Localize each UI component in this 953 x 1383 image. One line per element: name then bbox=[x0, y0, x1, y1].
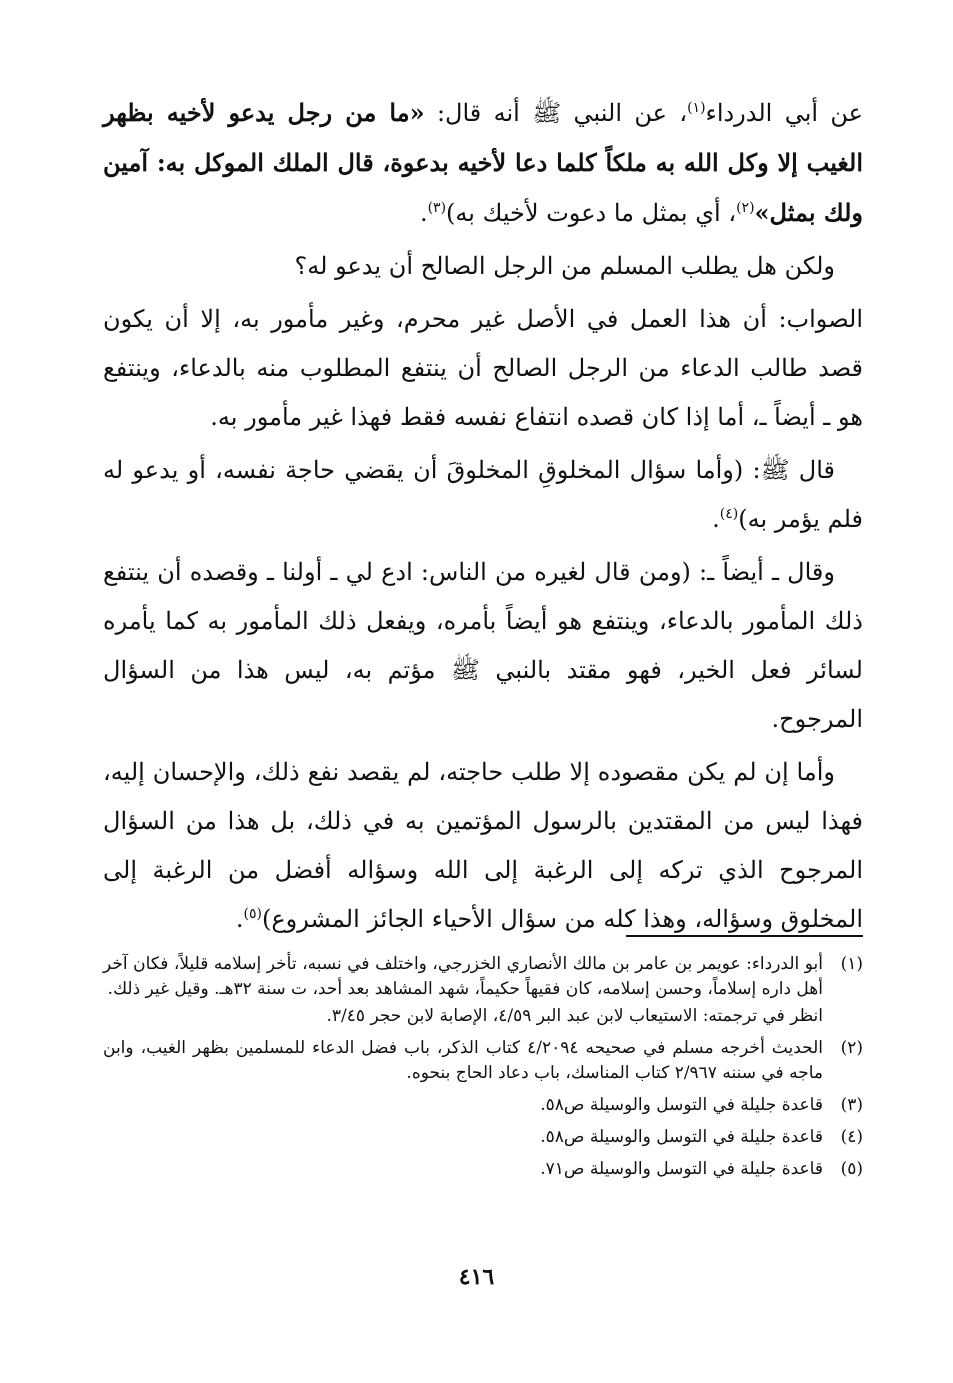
paragraph-1-attribution: ، عن النبي ﷺ أنه قال: bbox=[424, 99, 688, 127]
footnote-number: (١) bbox=[840, 954, 863, 974]
footnote-number: (٣) bbox=[840, 1095, 863, 1115]
footnote-2 bbox=[103, 1036, 863, 1086]
footnote-ref-4[interactable]: (٤) bbox=[719, 506, 739, 522]
footnote-text: قاعدة جليلة في التوسل والوسيلة ص٥٨. bbox=[540, 1095, 823, 1115]
footnote-text: الحديث أخرجه مسلم في صحيحه ٤/٢٠٩٤ كتاب الذكر، باب فضل الدعاء للمسلمين بظهر الغيب، وابن ماجه في سننه ٢/٩٦٧ كتاب المناسك، باب دعاد الحاج بنحوه. bbox=[103, 1038, 823, 1083]
footnote-body bbox=[103, 952, 823, 1029]
footnote-ref-3[interactable]: (٣) bbox=[427, 200, 447, 216]
footnote-5 bbox=[103, 1157, 863, 1182]
footnote-reference-line: انظر في ترجمته: الاستيعاب لابن عبد البر ٤/٥٩، الإصابة لابن حجر ٣/٤٥. bbox=[326, 1006, 823, 1026]
footnote-ref-2[interactable]: (٢) bbox=[736, 200, 755, 216]
footnote-1 bbox=[103, 952, 863, 1029]
footnote-4 bbox=[103, 1125, 863, 1150]
paragraph-1-intro: عن أبي الدرداء bbox=[705, 99, 863, 127]
footnote-text: قاعدة جليلة في التوسل والوسيلة ص٥٨. bbox=[540, 1127, 823, 1147]
footnote-number: (٥) bbox=[840, 1159, 863, 1179]
main-text bbox=[103, 88, 863, 948]
footnote-number: (٢) bbox=[840, 1038, 863, 1058]
footnote-ref-5[interactable]: (٥) bbox=[243, 906, 262, 922]
paragraph-4-end: . bbox=[712, 505, 720, 533]
paragraph-1-end: . bbox=[419, 199, 428, 227]
page-number: ٤١٦ bbox=[458, 1264, 495, 1290]
footnote-number: (٤) bbox=[840, 1127, 863, 1147]
paragraph-6 bbox=[103, 748, 863, 944]
hadith-text: «ما من رجل يدعو لأخيه بظهر الغيب إلا وكل الله به ملكاً كلما دعا لأخيه بدعوة، قال الملك الموكل به: آمين ولك بمثل» bbox=[103, 98, 863, 227]
paragraph-6-end: . bbox=[235, 905, 244, 933]
footnote-text: أبو الدرداء: عويمر بن عامر بن مالك الأنصاري الخزرجي، واختلف في نسبه، تأخر إسلامه قليلاً، فكان آخر أهل داره إسلاماً، وحسن إسلامه، كان فقيهاً حكيماً، شهد المشاهد بعد أحد، ت سنة ٣٢هـ. وقيل غير ذلك. bbox=[103, 954, 823, 999]
footnote-text: قاعدة جليلة في التوسل والوسيلة ص٧١. bbox=[540, 1159, 823, 1179]
paragraph-2: ولكن هل يطلب المسلم من الرجل الصالح أن يدعو له؟ bbox=[294, 252, 835, 280]
footnote-separator bbox=[626, 935, 863, 937]
footnotes bbox=[103, 952, 863, 1189]
paragraph-6-text: وأما إن لم يكن مقصوده إلا طلب حاجته، لم يقصد نفع ذلك، والإحسان إليه، فهذا ليس من المقتدين بالرسول المؤتمين به في ذلك، بل هذا من السؤال المرجوح الذي تركه إلى الرغبة إلى الله وسؤاله أفضل من الرغبة إلى المخلوق وسؤاله، وهذا كله من سؤال الأحياء الجائز المشروع) bbox=[103, 758, 863, 933]
footnote-ref-1[interactable]: (١) bbox=[687, 100, 706, 116]
paragraph-3: الصواب: أن هذا العمل في الأصل غير محرم، وغير مأمور به، إلا أن يكون قصد طالب الدعاء من الرجل الصالح أن ينتفع المطلوب منه بالدعاء، وينتفع هو ـ أيضاً ـ، أما إذا كان قصده انتفاع نفسه فقط فهذا غير مأمور به. bbox=[103, 305, 863, 431]
paragraph-4 bbox=[103, 446, 863, 544]
paragraph-5: وقال ـ أيضاً ـ: (ومن قال لغيره من الناس: ادع لي ـ أولنا ـ وقصده أن ينتفع ذلك المأمور بالدعاء، وينتفع هو أيضاً بأمره، ويفعل ذلك المأمور به كما يأمره لسائر فعل الخير، فهو مقتد بالنبي ﷺ مؤتم به، ليس هذا من السؤال المرجوح. bbox=[103, 558, 863, 733]
paragraph-1-explanation: ، أي بمثل ما دعوت لأخيك به) bbox=[446, 199, 737, 227]
footnote-3 bbox=[103, 1093, 863, 1118]
paragraph-4-text: قال ﷺ: (وأما سؤال المخلوقِ المخلوقَ أن يقضي حاجة نفسه، أو يدعو له فلم يؤمر به) bbox=[103, 456, 863, 533]
paragraph-1 bbox=[103, 88, 863, 238]
